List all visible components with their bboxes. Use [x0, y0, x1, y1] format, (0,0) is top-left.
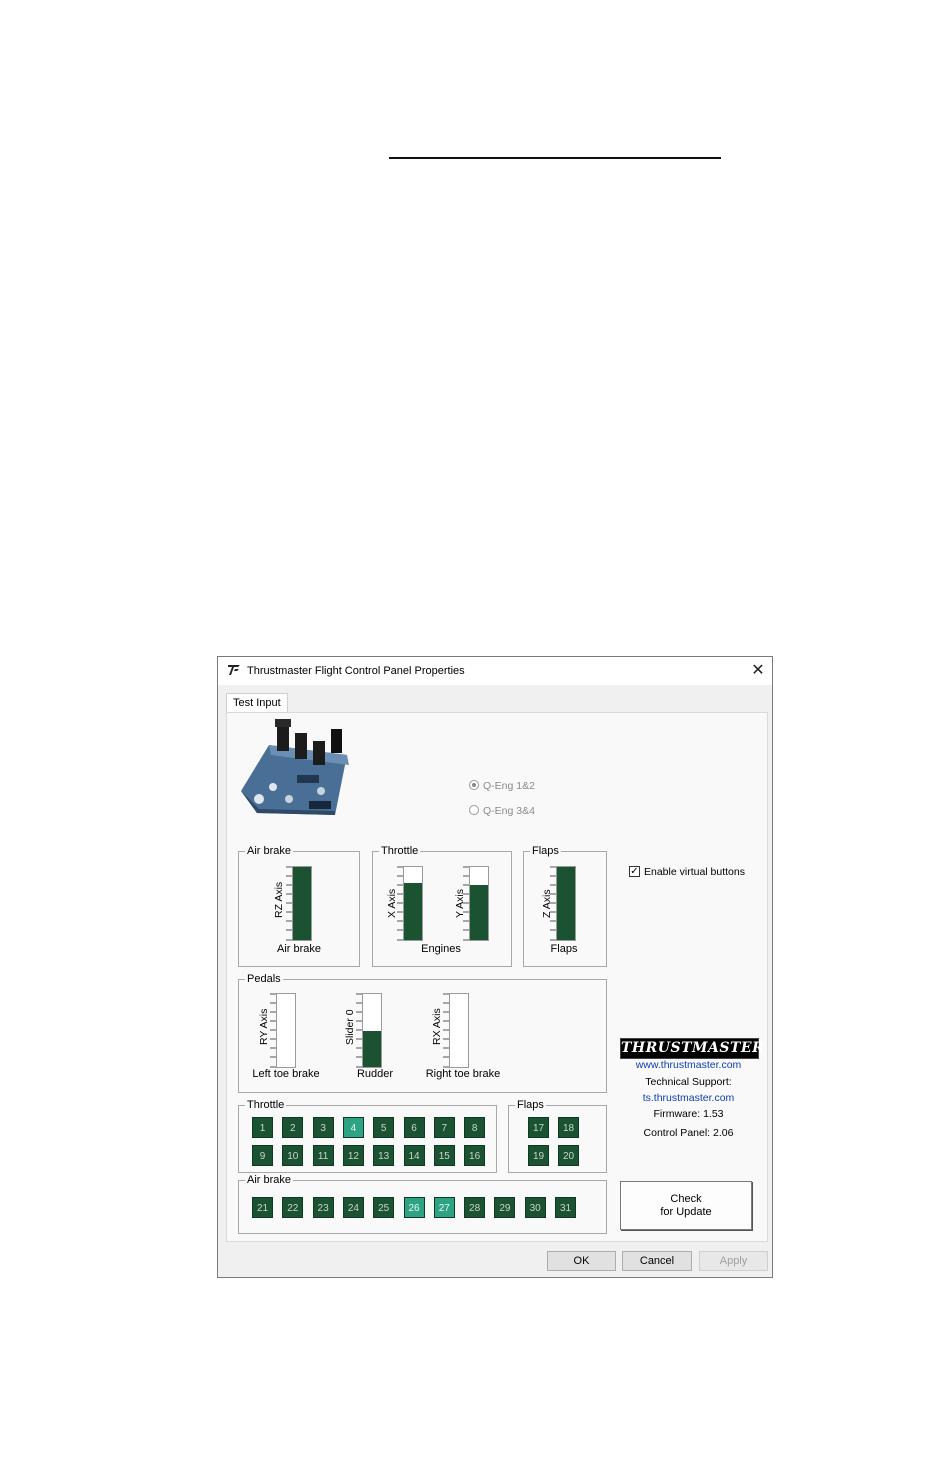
engines-caption: Engines — [421, 943, 461, 955]
close-icon[interactable]: ✕ — [751, 662, 765, 679]
joystick-button-16[interactable]: 16 — [464, 1145, 485, 1166]
top-rule — [389, 157, 721, 159]
properties-dialog — [217, 656, 773, 1278]
right-toe-brake-caption: Right toe brake — [425, 1068, 501, 1080]
ry-axis-bar — [276, 993, 296, 1068]
joystick-button-8[interactable]: 8 — [464, 1117, 485, 1138]
joystick-button-12[interactable]: 12 — [343, 1145, 364, 1166]
joystick-button-30[interactable]: 30 — [525, 1197, 546, 1218]
slider0-label: Slider 0 — [344, 1009, 356, 1045]
air-brake-buttons-group-label: Air brake — [247, 1174, 292, 1186]
thrustmaster-app-icon — [227, 663, 241, 677]
tab-test-input[interactable]: Test Input — [226, 693, 288, 712]
rx-axis-label: RX Axis — [431, 1008, 443, 1045]
rz-axis-bar — [292, 866, 312, 941]
joystick-button-22[interactable]: 22 — [282, 1197, 303, 1218]
rz-axis-bar-fill — [293, 867, 311, 940]
z-axis-bar-fill — [557, 867, 575, 940]
joystick-button-27[interactable]: 27 — [434, 1197, 455, 1218]
joystick-button-18[interactable]: 18 — [558, 1117, 579, 1138]
joystick-button-17[interactable]: 17 — [528, 1117, 549, 1138]
joystick-button-31[interactable]: 31 — [555, 1197, 576, 1218]
joystick-button-29[interactable]: 29 — [494, 1197, 515, 1218]
joystick-button-26[interactable]: 26 — [404, 1197, 425, 1218]
test-input-panel — [226, 712, 768, 1242]
flaps-axis-group — [523, 845, 607, 967]
website-link[interactable]: www.thrustmaster.com — [635, 1059, 742, 1071]
joystick-button-13[interactable]: 13 — [373, 1145, 394, 1166]
joystick-button-21[interactable]: 21 — [252, 1197, 273, 1218]
joystick-button-6[interactable]: 6 — [404, 1117, 425, 1138]
radio-eng-1-2-label: Q-Eng 1&2 — [483, 780, 535, 792]
joystick-button-3[interactable]: 3 — [313, 1117, 334, 1138]
y-axis-label: Y Axis — [454, 889, 466, 918]
throttle-axes-group — [372, 845, 512, 967]
slider0-bar — [362, 993, 382, 1068]
rx-axis-bar — [449, 993, 469, 1068]
thrustmaster-logo: THRUSTMASTER — [620, 1038, 759, 1059]
flaps-button-grid — [509, 1106, 606, 1172]
support-link[interactable]: ts.thrustmaster.com — [642, 1092, 735, 1104]
joystick-button-7[interactable]: 7 — [434, 1117, 455, 1138]
throttle-buttons-group — [238, 1099, 497, 1173]
joystick-button-23[interactable]: 23 — [313, 1197, 334, 1218]
device-image — [237, 719, 355, 817]
air-brake-axis-group — [238, 845, 360, 967]
window-title: Thrustmaster Flight Control Panel Properties — [247, 665, 465, 677]
y-axis-bar — [469, 866, 489, 941]
flaps-caption: Flaps — [550, 943, 578, 955]
z-axis-label: Z Axis — [541, 889, 553, 918]
joystick-button-1[interactable]: 1 — [252, 1117, 273, 1138]
throttle-buttons-group-label: Throttle — [247, 1099, 285, 1111]
title-bar[interactable] — [218, 657, 772, 685]
enable-virtual-buttons-label: Enable virtual buttons — [644, 866, 745, 878]
ry-axis-label: RY Axis — [258, 1008, 270, 1045]
control-panel-version: Control Panel: 2.06 — [643, 1127, 734, 1139]
joystick-button-19[interactable]: 19 — [528, 1145, 549, 1166]
slider0-bar-fill — [363, 1031, 381, 1068]
joystick-button-15[interactable]: 15 — [434, 1145, 455, 1166]
throttle-button-grid — [239, 1106, 496, 1172]
firmware-version: Firmware: 1.53 — [653, 1108, 724, 1120]
x-axis-bar — [403, 866, 423, 941]
air-brake-axis-group-label: Air brake — [247, 845, 292, 857]
radio-eng-3-4-label: Q-Eng 3&4 — [483, 805, 535, 817]
support-label: Technical Support: — [645, 1076, 732, 1088]
check-for-update-button[interactable] — [620, 1181, 752, 1230]
flaps-axis-group-label: Flaps — [532, 845, 559, 857]
z-axis-bar — [556, 866, 576, 941]
air-brake-buttons-group — [238, 1174, 607, 1234]
joystick-button-20[interactable]: 20 — [558, 1145, 579, 1166]
joystick-button-9[interactable]: 9 — [252, 1145, 273, 1166]
y-axis-bar-fill — [470, 885, 488, 940]
check-update-line-2: for Update — [660, 1206, 712, 1218]
rz-axis-label: RZ Axis — [273, 881, 285, 918]
pedals-group — [238, 973, 607, 1093]
cancel-button[interactable]: Cancel — [622, 1251, 692, 1271]
joystick-button-14[interactable]: 14 — [404, 1145, 425, 1166]
ok-button[interactable]: OK — [547, 1251, 616, 1271]
joystick-button-4[interactable]: 4 — [343, 1117, 364, 1138]
throttle-axes-group-label: Throttle — [381, 845, 419, 857]
joystick-button-24[interactable]: 24 — [343, 1197, 364, 1218]
flaps-buttons-group — [508, 1099, 607, 1173]
radio-eng-3-4[interactable] — [469, 805, 479, 815]
x-axis-bar-fill — [404, 883, 422, 940]
radio-eng-1-2[interactable] — [469, 780, 479, 790]
x-axis-label: X Axis — [386, 888, 398, 918]
joystick-button-10[interactable]: 10 — [282, 1145, 303, 1166]
joystick-button-5[interactable]: 5 — [373, 1117, 394, 1138]
joystick-button-25[interactable]: 25 — [373, 1197, 394, 1218]
flaps-buttons-group-label: Flaps — [517, 1099, 544, 1111]
rudder-caption: Rudder — [356, 1068, 394, 1080]
joystick-button-2[interactable]: 2 — [282, 1117, 303, 1138]
joystick-button-11[interactable]: 11 — [313, 1145, 334, 1166]
air-brake-button-grid — [239, 1181, 606, 1233]
enable-virtual-buttons-checkbox[interactable]: ✓ — [630, 866, 639, 877]
left-toe-brake-caption: Left toe brake — [252, 1068, 320, 1080]
check-update-line-1: Check — [670, 1193, 702, 1205]
pedals-group-label: Pedals — [247, 973, 281, 985]
apply-button: Apply — [699, 1251, 768, 1271]
joystick-button-28[interactable]: 28 — [464, 1197, 485, 1218]
air-brake-caption: Air brake — [276, 943, 322, 955]
